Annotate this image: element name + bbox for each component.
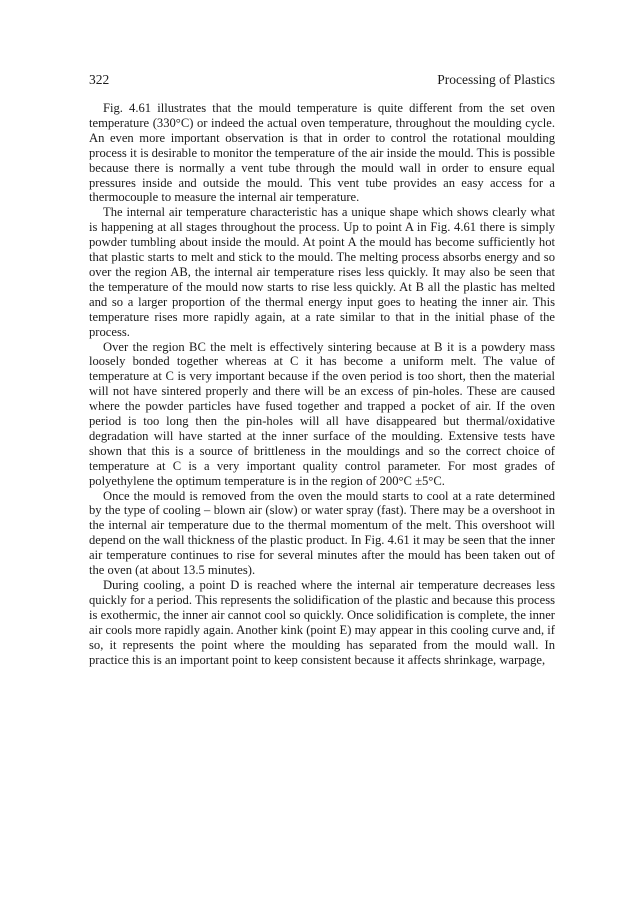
- paragraph: During cooling, a point D is reached where the internal air temperature decreases less quickly for a period. This represents the solidification of the plastic and because this process is exothermic, the inner air cannot cool so quickly. Once solidification is complete, the inner air cools more rapidly again. Another kink (point E) may appear in this cooling curve and, if so, it represents the point where the moulding has separated from the mould wall. In practice this is an important point to keep consistent because it affects shrinkage, warpage,: [89, 578, 555, 667]
- paragraph: Over the region BC the melt is effectively sintering because at B it is a powdery mass loosely bonded together whereas at C it has become a uniform melt. The value of temperature at C is very important because if the oven period is too short, then the material will not have sintered properly and there will be an excess of pin-holes. These are caused where the powder particles have fused together and trapped a pocket of air. If the oven period is too long then the pin-holes will all have disappeared but thermal/oxidative degradation will have started at the inner surface of the moulding. Extensive tests have shown that this is a source of brittleness in the mouldings and so the correct choice of temperature at C is a very important quality control parameter. For most grades of polyethylene the optimum temperature is in the region of 200°C ±5°C.: [89, 339, 555, 488]
- book-page: [89, 72, 555, 667]
- paragraph: Fig. 4.61 illustrates that the mould temperature is quite different from the set oven temperature (330°C) or indeed the actual oven temperature, throughout the moulding cycle. An even more important observation is that in order to control the rotational moulding process it is desirable to monitor the temperature of the air inside the mould. This is possible because there is normally a vent tube through the mould wall in order to ensure equal pressures inside and outside the mould. This vent tube provides an easy access for a thermocouple to measure the internal air temperature.: [89, 101, 555, 205]
- paragraph: The internal air temperature characteristic has a unique shape which shows clearly what is happening at all stages throughout the process. Up to point A in Fig. 4.61 there is simply powder tumbling about inside the mould. At point A the mould has become sufficiently hot that plastic starts to melt and stick to the mould. The melting process absorbs energy and so over the region AB, the internal air temperature rises less quickly. It may also be seen that the temperature of the mould now starts to rise less quickly. At B all the plastic has melted and so a larger proportion of the thermal energy input goes to heating the inner air. This temperature rises more rapidly again, at a rate similar to that in the initial phase of the process.: [89, 205, 555, 339]
- page-number: 322: [89, 72, 110, 87]
- body-text: [89, 101, 555, 667]
- running-header: [89, 72, 555, 88]
- paragraph: Once the mould is removed from the oven the mould starts to cool at a rate determined by the type of cooling – blown air (slow) or water spray (fast). There may be a overshoot in the internal air temperature due to the thermal momentum of the melt. This overshoot will depend on the wall thickness of the plastic product. In Fig. 4.61 it may be seen that the inner air temperature continues to rise for several minutes after the mould has been taken out of the oven (at about 13.5 minutes).: [89, 488, 555, 578]
- running-title: Processing of Plastics: [437, 72, 555, 87]
